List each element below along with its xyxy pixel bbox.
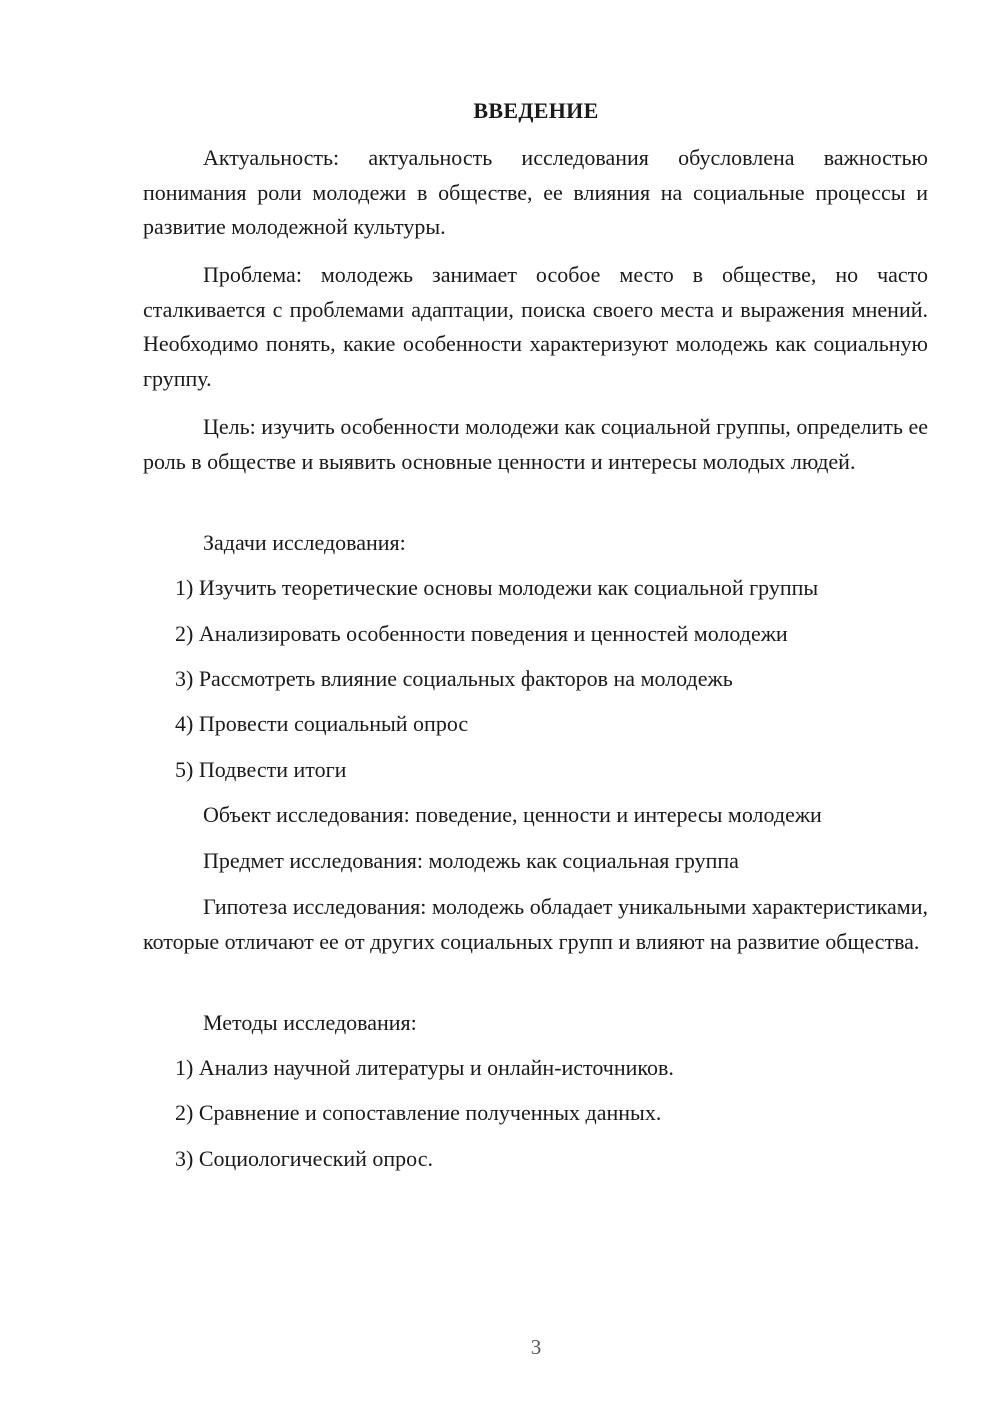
problem-paragraph: Проблема: молодежь занимает особое место в обществе, но часто сталкивается с проблемами адаптации, поиска своего места и выражения мнений. Необходимо понять, какие особенности характеризуют молодежь как социальную группу. [143,262,928,391]
subject-line: Предмет исследования: молодежь как социальная группа [203,848,739,873]
section-title: ВВЕДЕНИЕ [473,98,599,123]
goal-paragraph: Цель: изучить особенности молодежи как социальной группы, определить ее роль в обществе и выявить основные ценности и интересы молодых людей. [143,414,928,474]
method-item: 1) Анализ научной литературы и онлайн-источников. [175,1055,674,1080]
task-item: 4) Провести социальный опрос [175,711,469,736]
hypothesis-paragraph: Гипотеза исследования: молодежь обладает уникальными характеристиками, которые отличают ее от других социальных групп и влияют на развитие общества. [143,894,928,954]
relevance-paragraph: Актуальность: актуальность исследования обусловлена важностью понимания роли молодежи в обществе, ее влияния на социальные процессы и развитие молодежной культуры. [143,145,928,239]
task-item: 3) Рассмотреть влияние социальных факторов на молодежь [175,666,733,691]
method-item: 3) Социологический опрос. [175,1146,433,1171]
method-item: 2) Сравнение и сопоставление полученных данных. [175,1100,662,1125]
task-item: 5) Подвести итоги [175,757,347,782]
tasks-heading: Задачи исследования: [203,530,406,555]
task-item: 2) Анализировать особенности поведения и ценностей молодежи [175,621,788,646]
object-line: Объект исследования: поведение, ценности и интересы молодежи [203,802,822,827]
task-item: 1) Изучить теоретические основы молодежи как социальной группы [175,575,819,600]
methods-heading: Методы исследования: [203,1010,417,1035]
page-number: 3 [530,1335,542,1359]
